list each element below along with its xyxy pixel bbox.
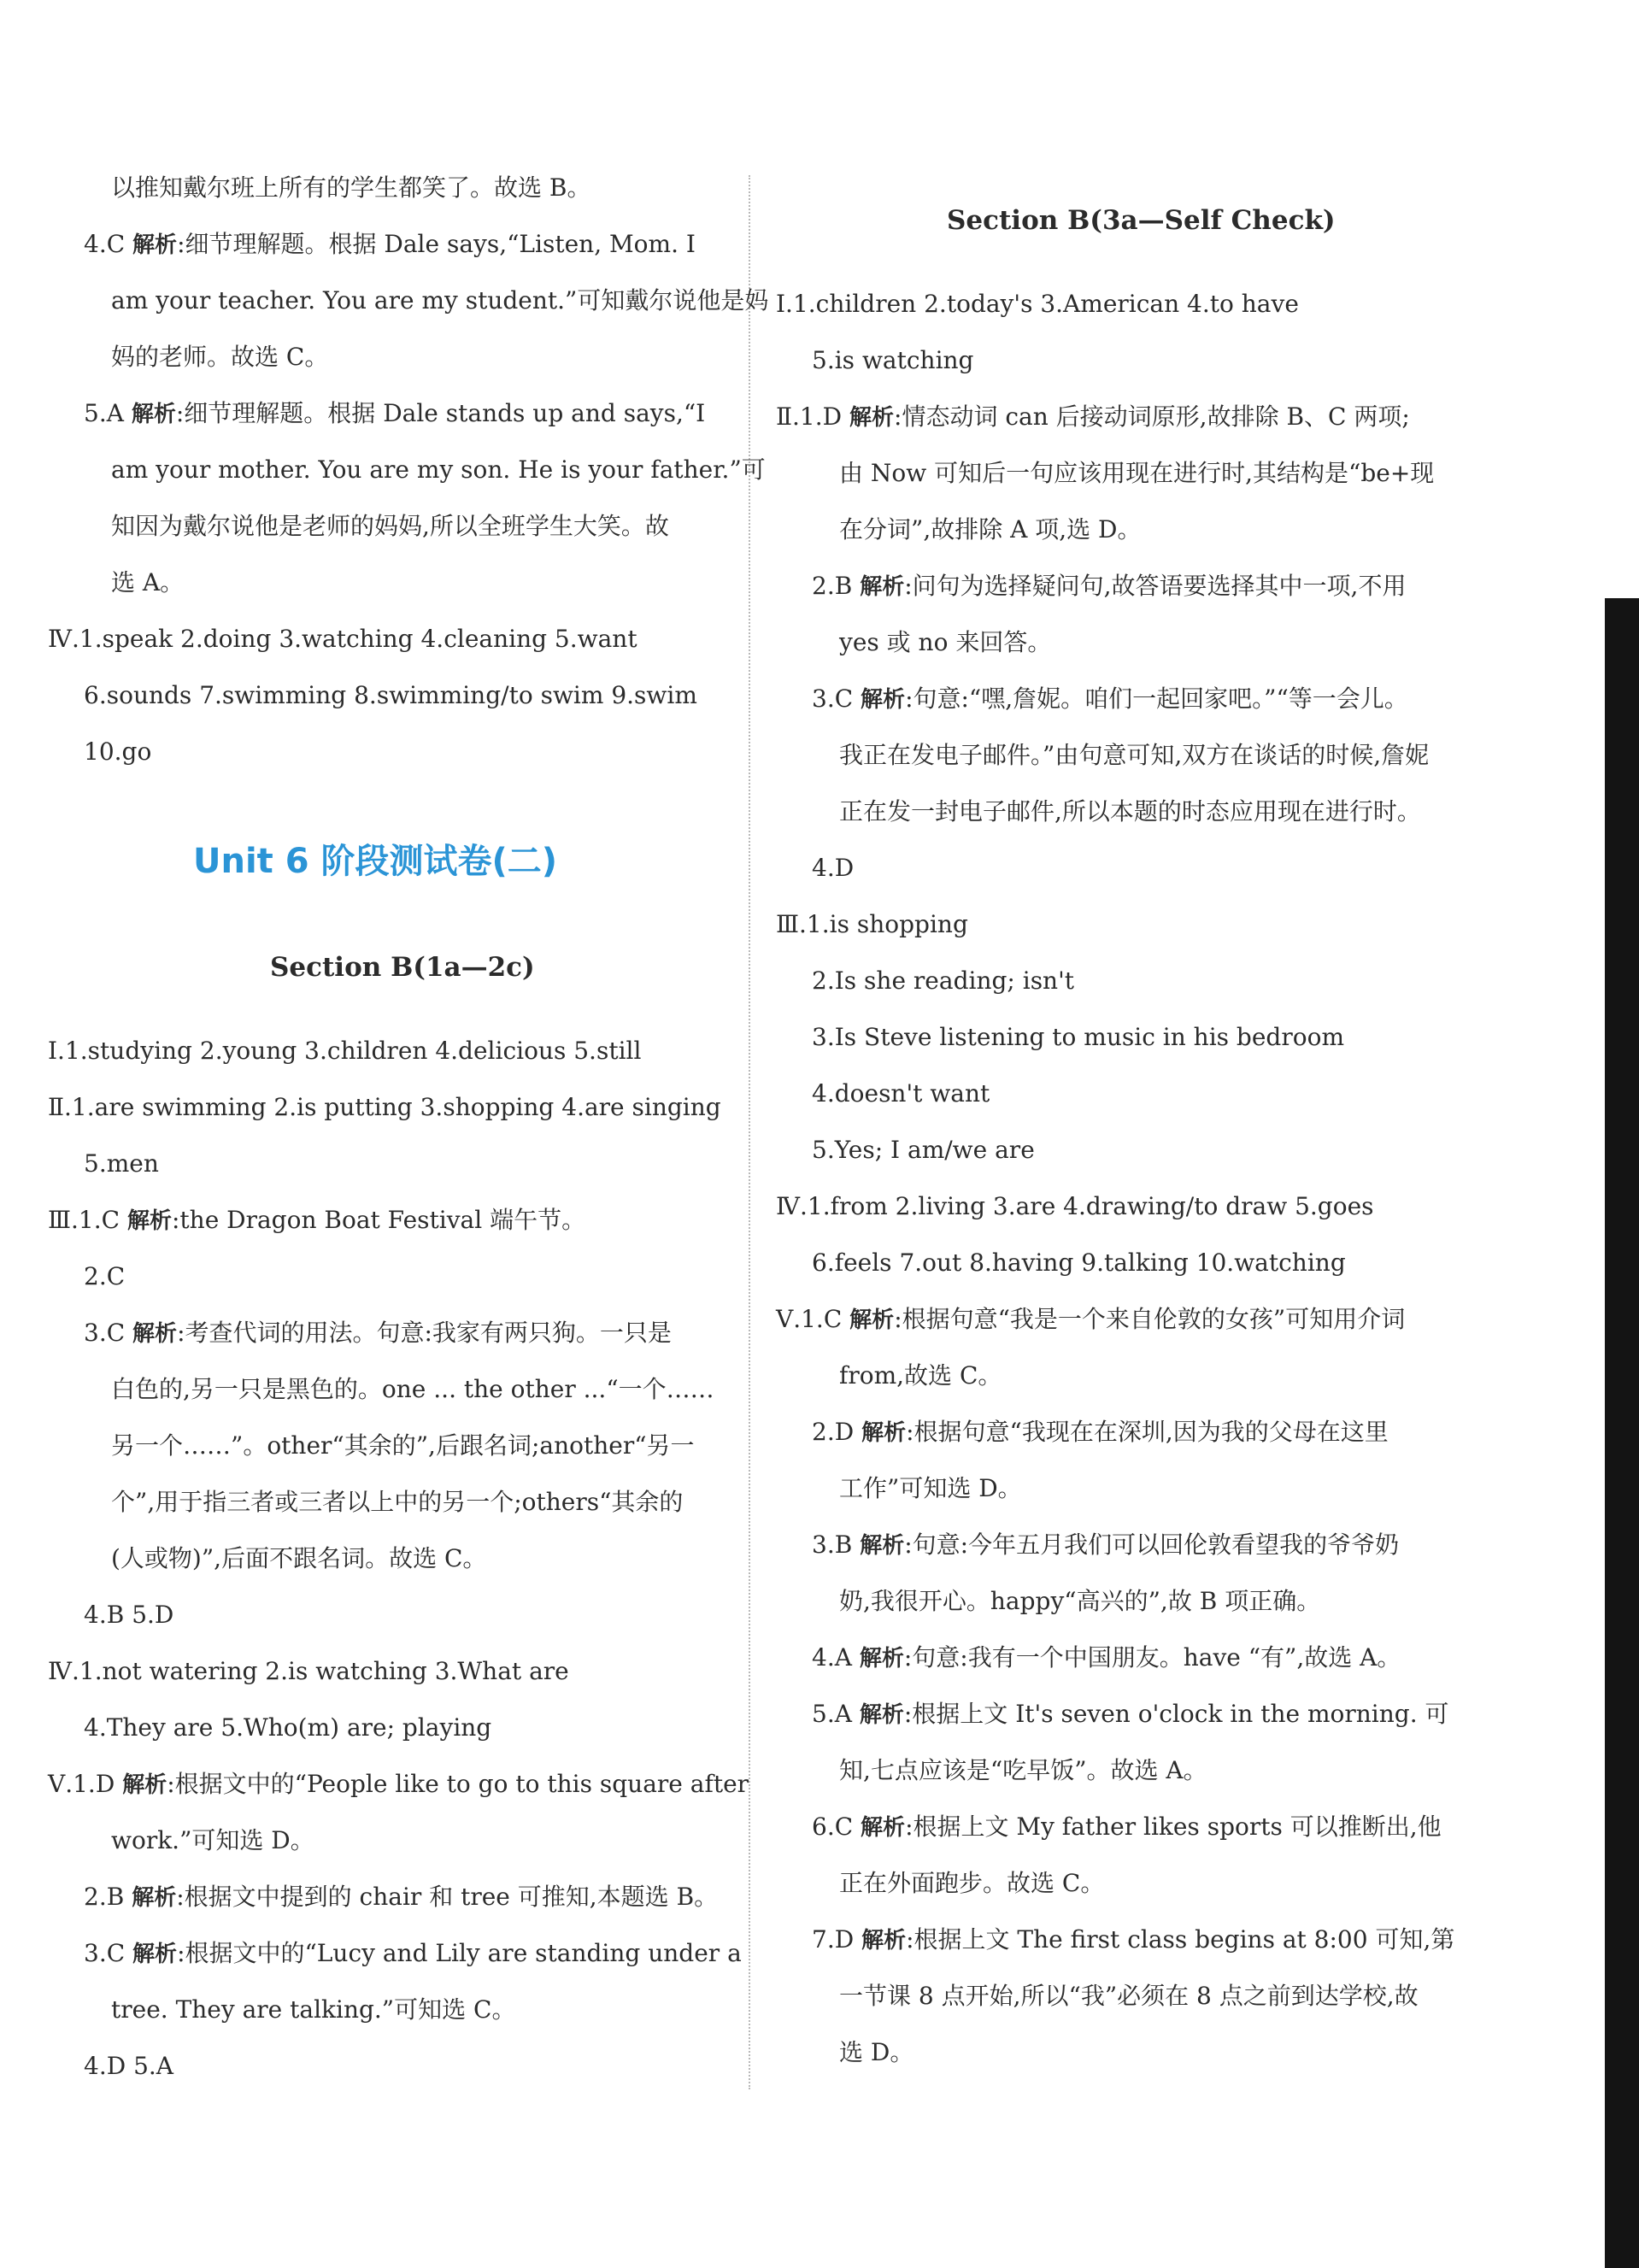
answer-text: 由 Now 可知后一句应该用现在进行时,其结构是“be+现 [839, 459, 1435, 487]
answer-text: 5.Yes; I am/we are [812, 1136, 1035, 1164]
answer-text: :根据文中的“People like to go to this square after [167, 1770, 749, 1798]
answer-text: :根据句意“我现在在深圳,因为我的父母在这里 [906, 1418, 1389, 1446]
answer-line [84, 735, 151, 769]
answer-text: 知因为戴尔说他是老师的妈妈,所以全班学生大笑。故 [111, 512, 669, 540]
analysis-label: 解析 [859, 1702, 904, 1728]
answer-number: 5.A [812, 1700, 852, 1728]
answer-number: 3.C [84, 1939, 126, 1967]
answer-line [839, 1979, 1419, 2013]
answer-text: :the Dragon Boat Festival 端午节。 [171, 1206, 586, 1234]
answer-text: 一节课 8 点开始,所以“我”必须在 8 点之前到达学校,故 [839, 1982, 1419, 2010]
answer-line [839, 795, 1421, 829]
answer-number: 2.B [84, 1883, 125, 1911]
answer-text: (人或物)”,后面不跟名词。故选 C。 [111, 1544, 487, 1572]
answer-line [776, 1190, 1374, 1224]
answer-text: 2.C [84, 1262, 126, 1290]
answer-line [84, 1880, 718, 1915]
answer-line [812, 851, 854, 885]
answer-text: work.”可知选 D。 [111, 1826, 314, 1854]
answer-line [111, 171, 590, 205]
answer-line [812, 1641, 1401, 1676]
answer-text: :细节理解题。根据 Dale says,“Listen, Mom. I [177, 230, 696, 258]
answer-text: Ⅳ.1.from 2.living 3.are 4.drawing/to draw 5.goes [776, 1192, 1374, 1220]
analysis-label: 解析 [132, 1885, 177, 1911]
answer-text: :根据上文 My father likes sports 可以推断出,他 [905, 1813, 1442, 1841]
answer-number: 7.D [812, 1925, 855, 1954]
answer-line [111, 1993, 515, 2027]
answer-line [84, 679, 697, 713]
answer-line [812, 964, 1074, 998]
answer-text: 个”,用于指三者或三者以上中的另一个;others“其余的 [111, 1488, 684, 1516]
answer-line [111, 509, 669, 543]
analysis-label: 解析 [860, 1533, 905, 1559]
answer-number: Ⅴ.1.C [776, 1305, 843, 1333]
analysis-label: 解析 [861, 687, 906, 713]
answer-number: 3.B [812, 1531, 853, 1559]
answer-line [111, 340, 328, 374]
unit-title: Unit 6 阶段测试卷(二) [193, 842, 558, 881]
answer-text: :考查代词的用法。句意:我家有两只狗。一只是 [177, 1319, 672, 1347]
answer-number: 4.A [812, 1643, 852, 1672]
answer-line [48, 1034, 641, 1068]
answer-text: :根据句意“我是一个来自伦敦的女孩”可知用介词 [894, 1305, 1406, 1333]
answer-line [776, 287, 1299, 321]
answer-line [111, 453, 766, 487]
answer-line [839, 1584, 1320, 1619]
answer-line [839, 1754, 1207, 1788]
answer-line [84, 1598, 173, 1632]
answer-text: 选 D。 [839, 2038, 914, 2066]
answer-text: yes 或 no 来回答。 [839, 628, 1052, 656]
answer-text: 知,七点应该是“吃早饭”。故选 A。 [839, 1756, 1207, 1784]
answer-number: 3.C [84, 1319, 126, 1347]
answer-line [84, 397, 705, 432]
answer-text: 妈的老师。故选 C。 [111, 343, 329, 371]
answer-line [812, 344, 973, 378]
analysis-label: 解析 [131, 402, 176, 427]
answer-text: 10.go [84, 737, 152, 766]
answer-line [48, 1090, 721, 1125]
answer-text: :细节理解题。根据 Dale stands up and says,“I [175, 399, 706, 427]
answer-number: Ⅱ.1.D [776, 402, 843, 431]
answer-number: 5.A [84, 399, 124, 427]
answer-line [111, 1429, 695, 1463]
section-title-right: Section B(3a—Self Check) [947, 205, 1336, 236]
answer-text: :根据上文 It's seven o'clock in the morning. 可 [903, 1700, 1449, 1728]
answer-text: 奶,我很开心。happy“高兴的”,故 B 项正确。 [839, 1587, 1321, 1615]
answer-text: :问句为选择疑问句,故答语要选择其中一项,不用 [904, 572, 1407, 600]
answer-line [48, 1767, 749, 1802]
answer-text: :根据上文 The first class begins at 8:00 可知,第 [906, 1925, 1455, 1954]
answer-line [839, 1472, 1022, 1506]
analysis-label: 解析 [861, 1928, 907, 1954]
answer-text: 4.D 5.A [84, 2052, 173, 2080]
answer-line [111, 284, 768, 318]
answer-number: 2.B [812, 572, 853, 600]
answer-line [776, 400, 1410, 435]
answer-line [48, 622, 637, 656]
analysis-label: 解析 [132, 1942, 178, 1967]
answer-line [84, 1711, 491, 1745]
answer-line [812, 1020, 1344, 1055]
analysis-label: 解析 [849, 405, 895, 431]
answer-line [84, 2049, 173, 2083]
analysis-label: 解析 [132, 232, 178, 258]
answer-text: 另一个……”。other“其余的”,后跟名词;another“另一 [111, 1431, 695, 1460]
answer-text: 2.Is she reading; isn't [812, 967, 1075, 995]
answer-line [812, 1246, 1346, 1280]
answer-line [812, 1528, 1399, 1563]
answer-line [812, 1810, 1442, 1845]
answer-line [48, 1203, 585, 1238]
answer-text: :句意:“嘿,詹妮。咱们一起回家吧。”“等一会儿。 [905, 685, 1408, 713]
analysis-label: 解析 [861, 1815, 906, 1841]
answer-line [48, 1654, 569, 1689]
analysis-label: 解析 [859, 1646, 904, 1672]
answer-text: am your teacher. You are my student.”可知戴尔说他是妈 [111, 286, 769, 314]
answer-number: 3.C [812, 685, 854, 713]
answer-text: 6.sounds 7.swimming 8.swimming/to swim 9.swim [84, 681, 697, 709]
answer-text: 我正在发电子邮件。”由句意可知,双方在谈话的时候,詹妮 [839, 741, 1430, 769]
answer-line [839, 738, 1429, 773]
answer-line [812, 682, 1408, 717]
answer-number: 6.C [812, 1813, 854, 1841]
analysis-label: 解析 [860, 574, 905, 600]
answer-line [839, 2036, 913, 2070]
answer-text: Ⅳ.1.speak 2.doing 3.watching 4.cleaning 5.want [48, 625, 637, 653]
answer-text: :根据文中提到的 chair 和 tree 可推知,本题选 B。 [176, 1883, 719, 1911]
answer-line [839, 456, 1434, 491]
answer-text: Ⅰ.1.children 2.today's 3.American 4.to have [776, 290, 1299, 318]
answer-line [84, 1936, 742, 1971]
answer-line [812, 1077, 990, 1111]
answer-line [84, 227, 696, 262]
analysis-label: 解析 [132, 1321, 178, 1347]
answer-line [111, 1824, 314, 1858]
answer-text: 6.feels 7.out 8.having 9.talking 10.watching [812, 1249, 1346, 1277]
answer-number: 2.D [812, 1418, 855, 1446]
analysis-label: 解析 [126, 1208, 172, 1234]
analysis-label: 解析 [861, 1420, 907, 1446]
answer-text: 白色的,另一只是黑色的。one ... the other ...“一个…… [111, 1375, 714, 1403]
answer-text: 5.men [84, 1149, 159, 1178]
scan-edge-shadow [1605, 598, 1639, 2268]
answer-line [111, 566, 184, 600]
answer-text: :句意:我有一个中国朋友。have “有”,故选 A。 [903, 1643, 1401, 1672]
answer-text: from,故选 C。 [839, 1361, 1002, 1390]
answer-text: 4.doesn't want [812, 1079, 990, 1108]
answer-text: 正在发一封电子邮件,所以本题的时态应用现在进行时。 [839, 797, 1421, 826]
answer-text: 4.B 5.D [84, 1601, 174, 1629]
answer-text: Ⅳ.1.not watering 2.is watching 3.What are [48, 1657, 569, 1685]
answer-line [776, 908, 968, 942]
answer-text: Ⅰ.1.studying 2.young 3.children 4.delicious 5.still [48, 1037, 642, 1065]
answer-text: 正在外面跑步。故选 C。 [839, 1869, 1105, 1897]
answer-line [812, 1697, 1449, 1732]
analysis-label: 解析 [122, 1772, 167, 1798]
answer-text: :情态动词 can 后接动词原形,故排除 B、C 两项; [894, 402, 1410, 431]
answer-line [839, 626, 1051, 660]
answer-text: 4.D [812, 854, 855, 882]
answer-line [839, 1359, 1002, 1393]
answer-line [111, 1485, 683, 1519]
answer-text: am your mother. You are my son. He is your father.”可 [111, 455, 766, 484]
answer-number: Ⅲ.1.C [48, 1206, 120, 1234]
answer-text: 4.They are 5.Who(m) are; playing [84, 1713, 492, 1742]
answer-text: 5.is watching [812, 346, 974, 374]
answer-line [839, 1866, 1104, 1901]
analysis-label: 解析 [849, 1307, 895, 1333]
answer-text: 3.Is Steve listening to music in his bedroom [812, 1023, 1344, 1051]
answer-line [812, 1415, 1389, 1450]
answer-line [776, 1302, 1405, 1337]
answer-text: :句意:今年五月我们可以回伦敦看望我的爷爷奶 [904, 1531, 1400, 1559]
answer-text: 以推知戴尔班上所有的学生都笑了。故选 B。 [111, 173, 591, 202]
answer-text: 工作”可知选 D。 [839, 1474, 1022, 1502]
answer-text: 选 A。 [111, 568, 185, 596]
answer-line [812, 1133, 1035, 1167]
answer-text: tree. They are talking.”可知选 C。 [111, 1995, 516, 2024]
answer-line [839, 513, 1142, 547]
answer-line [84, 1147, 159, 1181]
answer-line [812, 1923, 1454, 1958]
answer-line [111, 1372, 714, 1407]
answer-text: Ⅲ.1.is shopping [776, 910, 968, 938]
answer-line [812, 569, 1406, 604]
answer-line [84, 1316, 672, 1351]
section-title-left: Section B(1a—2c) [270, 952, 535, 983]
answer-number: 4.C [84, 230, 126, 258]
answer-text: Ⅱ.1.are swimming 2.is putting 3.shopping 4.are singing [48, 1093, 721, 1121]
answer-text: 在分词”,故排除 A 项,选 D。 [839, 515, 1142, 543]
answer-text: :根据文中的“Lucy and Lily are standing under a [177, 1939, 742, 1967]
answer-number: Ⅴ.1.D [48, 1770, 115, 1798]
answer-line [111, 1542, 486, 1576]
answer-line [84, 1260, 125, 1294]
